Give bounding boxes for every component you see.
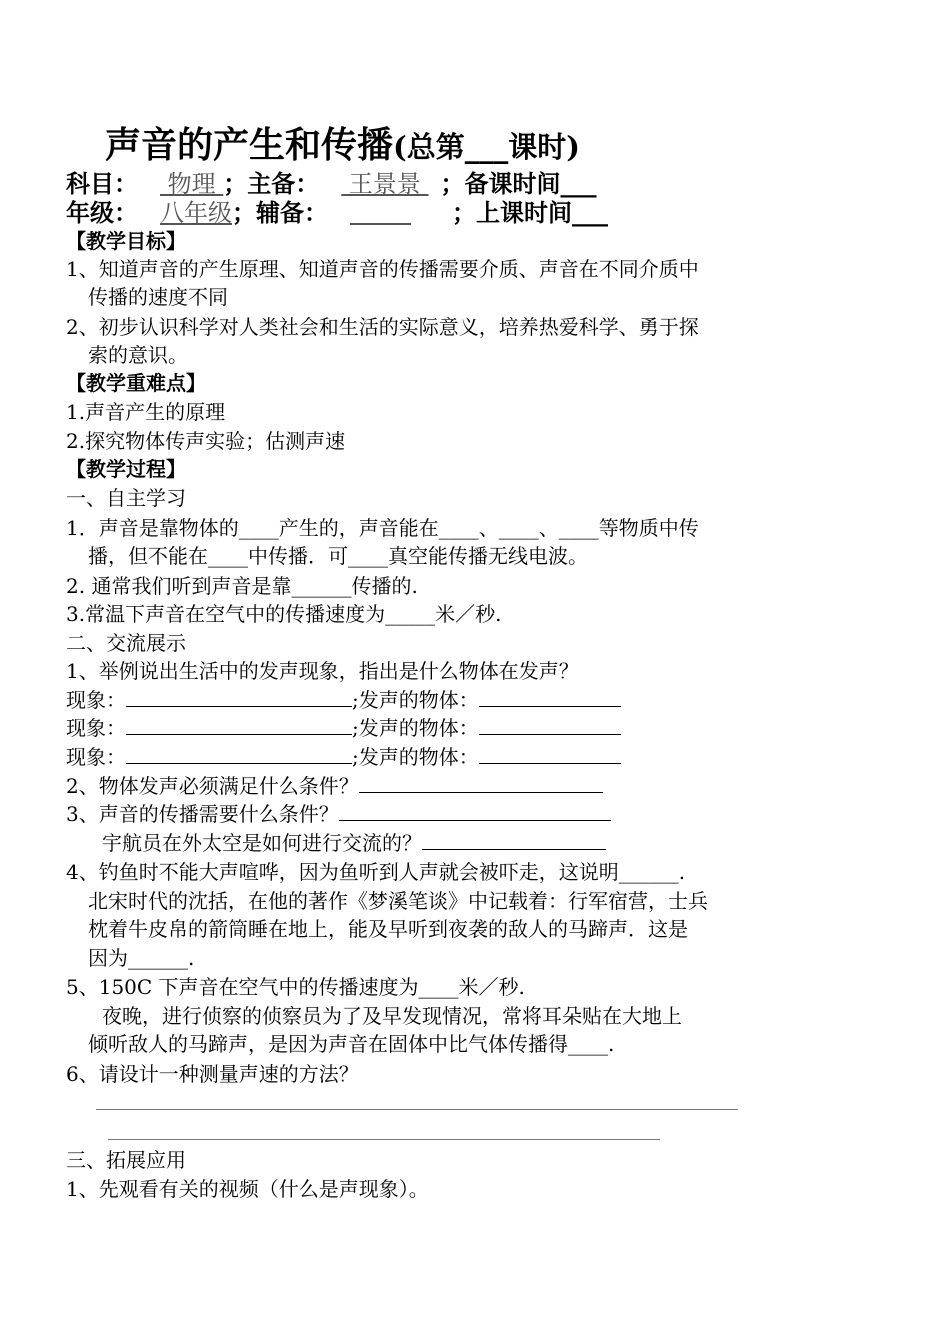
- part2-q6: 6、请设计一种测量声速的方法？: [66, 1062, 359, 1086]
- grade-value: 八年级: [160, 199, 232, 227]
- process-heading: 【教学过程】: [66, 457, 186, 481]
- class-time-label: ；上课时间___: [452, 198, 608, 227]
- source-blank[interactable]: [479, 705, 621, 707]
- part3-q1: 1、先观看有关的视频（什么是声现象）。: [66, 1177, 429, 1201]
- part2-q1: 1、举例说出生活中的发声现象，指出是什么物体在发声？: [66, 659, 579, 683]
- source-blank[interactable]: [479, 733, 621, 735]
- answer-blank[interactable]: [339, 819, 611, 821]
- assist-label: ；辅备：: [232, 198, 328, 227]
- meta-row-1: [66, 170, 597, 198]
- subject-value: 物理: [160, 170, 224, 198]
- prep-time-label: ；备课时间___: [440, 169, 597, 198]
- phenomenon-blank[interactable]: [126, 705, 352, 707]
- part2-q3-text: 3、声音的传播需要什么条件？: [66, 802, 339, 826]
- goals-heading: 【教学目标】: [66, 229, 186, 253]
- part3-title: 三、拓展应用: [66, 1148, 186, 1172]
- phenomenon-row-2: [66, 714, 621, 743]
- key-points-heading: 【教学重难点】: [66, 371, 206, 395]
- phenomenon-blank[interactable]: [126, 762, 352, 764]
- part2-q5-line-1: 5、150C 下声音在空气中的传播速度为____米／秒.: [66, 975, 525, 999]
- part1-q1-line-2: 播，但不能在____中传播．可____真空能传播无线电波。: [88, 544, 588, 568]
- phenomenon-row-3: [66, 743, 621, 772]
- lead-value: 王景景: [341, 170, 429, 198]
- phenomenon-label: 现象：: [66, 745, 126, 769]
- part2-q5-line-3: 倾听敌人的马蹄声，是因为声音在固体中比气体传播得____.: [88, 1032, 615, 1056]
- part2-title: 二、交流展示: [66, 631, 186, 655]
- assist-value: [350, 199, 446, 227]
- part1-q3: 3.常温下声音在空气中的传播速度为_____米／秒.: [66, 602, 502, 626]
- phenomenon-label: 现象：: [66, 716, 126, 740]
- meta-row-2: [66, 199, 608, 227]
- title-main: 声音的产生和传播: [105, 124, 394, 166]
- source-label: ;发声的物体：: [352, 688, 479, 712]
- part2-q2: [66, 772, 603, 801]
- part2-q4-line-1: 4、钓鱼时不能大声喧哗，因为鱼听到人声就会被吓走，这说明______.: [66, 860, 686, 884]
- phenomenon-label: 现象：: [66, 688, 126, 712]
- answer-line-1[interactable]: [96, 1109, 738, 1110]
- goal-1-line-2: 传播的速度不同: [88, 285, 228, 309]
- goal-1-line-1: 1、知道声音的产生原理、知道声音的传播需要介质、声音在不同介质中: [66, 257, 699, 281]
- phenomenon-row-1: [66, 686, 621, 715]
- phenomenon-blank[interactable]: [126, 733, 352, 735]
- goal-2-line-1: 2、初步认识科学对人类社会和生活的实际意义，培养热爱科学、勇于探: [66, 315, 699, 339]
- answer-line-2[interactable]: [108, 1139, 660, 1140]
- answer-blank[interactable]: [422, 848, 606, 850]
- part2-q2-text: 2、物体发声必须满足什么条件？: [66, 774, 359, 798]
- part2-q4-line-2: 北宋时代的沈括，在他的著作《梦溪笔谈》中记载着：行军宿营，士兵: [88, 889, 708, 913]
- part2-q5-line-2: 夜晚，进行侦察的侦察员为了及早发现情况，常将耳朵贴在大地上: [102, 1004, 682, 1028]
- title-sub: (总第___课时): [393, 130, 580, 164]
- source-blank[interactable]: [479, 762, 621, 764]
- source-label: ;发声的物体：: [352, 745, 479, 769]
- part1-q1-line-1: 1．声音是靠物体的____产生的，声音能在____、____、____等物质中传: [66, 516, 699, 540]
- key-point-1: 1.声音产生的原理: [66, 400, 226, 424]
- part2-q3: [66, 800, 611, 829]
- source-label: ;发声的物体：: [352, 716, 479, 740]
- part1-q2: 2. 通常我们听到声音是靠______传播的.: [66, 574, 418, 598]
- page-title: [105, 117, 580, 168]
- answer-blank[interactable]: [359, 791, 603, 793]
- grade-label: 年级：: [66, 198, 138, 227]
- part2-q3b-text: 宇航员在外太空是如何进行交流的？: [102, 831, 422, 855]
- subject-label: 科目：: [66, 169, 138, 198]
- part2-q4-line-3: 枕着牛皮帛的箭筒睡在地上，能及早听到夜袭的敌人的马蹄声．这是: [88, 917, 688, 941]
- lead-label: ；主备：: [223, 169, 320, 198]
- part2-q3b: [102, 829, 606, 858]
- goal-2-line-2: 索的意识。: [88, 343, 188, 367]
- part1-title: 一、自主学习: [66, 486, 186, 510]
- key-point-2: 2.探究物体传声实验；估测声速: [66, 429, 346, 453]
- part2-q4-line-4: 因为______.: [88, 946, 195, 970]
